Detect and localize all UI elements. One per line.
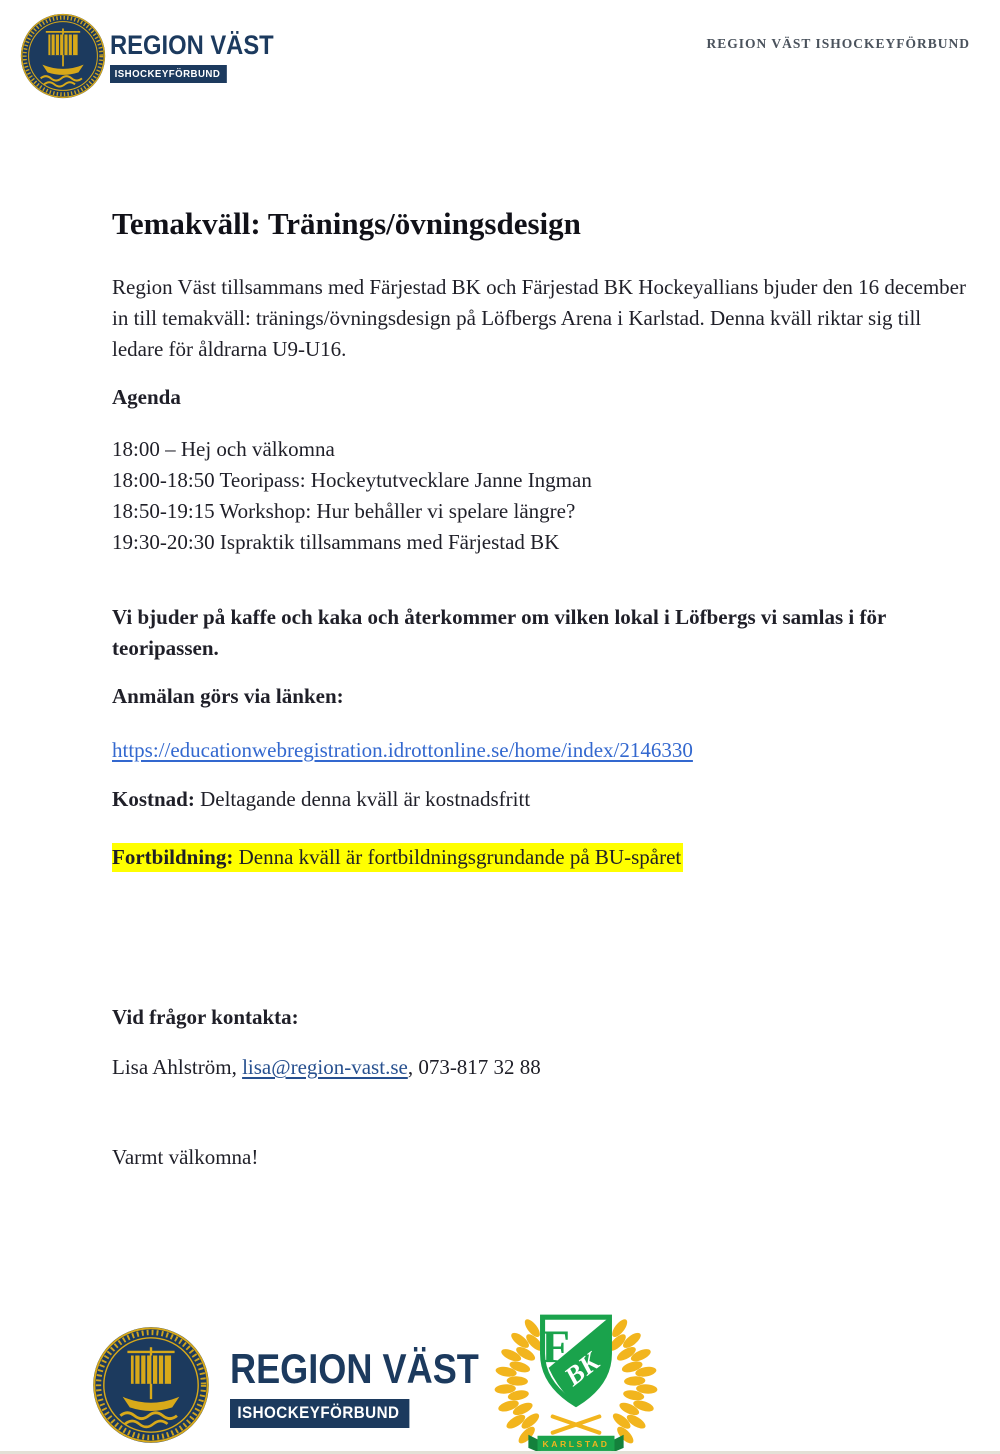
agenda-list <box>112 434 968 558</box>
document-body <box>112 204 968 1173</box>
footer-logo-subtitle: ISHOCKEYFÖRBUND <box>230 1399 410 1428</box>
intro-paragraph: Region Väst tillsammans med Färjestad BK och Färjestad BK Hockeyallians bjuder den 16 december in till temakväll: tränings/övningsdesign på Löfbergs Arena i Karlstad. Denna kväll riktar sig till ledare för åldrarna U9-U16. <box>112 275 966 361</box>
registration-heading: Anmälan görs via länken: <box>112 684 344 708</box>
contact-heading: Vid frågor kontakta: <box>112 1005 299 1029</box>
registration-link-line <box>112 735 968 766</box>
header-right-text: REGION VÄST ISHOCKEYFÖRBUND <box>706 36 970 51</box>
agenda-item: 18:50-19:15 Workshop: Hur behåller vi spelare längre? <box>112 499 576 523</box>
training-line <box>112 842 968 873</box>
fbk-letters-bk: BK <box>559 1347 605 1392</box>
closing-line: Varmt välkomna! <box>112 1145 259 1169</box>
agenda-item: 18:00-18:50 Teoripass: Hockeytutvecklare Janne Ingman <box>112 468 592 492</box>
fbk-letter-f: F <box>541 1320 570 1373</box>
fbk-banner-text: KARLSTAD <box>542 1438 610 1449</box>
training-label: Fortbildning: <box>112 845 234 869</box>
cost-text: Deltagande denna kväll är kostnadsfritt <box>194 787 531 811</box>
laurel-wreath-left <box>494 1317 545 1446</box>
header-logo <box>110 30 296 83</box>
contact-name: Lisa Ahlström, <box>112 1055 243 1079</box>
footer-seal-icon <box>92 1326 210 1444</box>
cost-line <box>112 784 968 815</box>
agenda-item: 18:00 – Hej och välkomna <box>112 437 335 461</box>
region-vast-seal-icon <box>20 13 106 99</box>
header-logo-subtitle: ISHOCKEYFÖRBUND <box>110 65 227 83</box>
cost-label: Kostnad: <box>112 787 195 811</box>
page-title: Temakväll: Tränings/övningsdesign <box>112 206 581 241</box>
farjestad-bk-logo <box>487 1303 665 1454</box>
coffee-note: Vi bjuder på kaffe och kaka och återkommer om vilken lokal i Löfbergs vi samlas i för teoripassen. <box>112 605 886 660</box>
agenda-heading: Agenda <box>112 385 181 409</box>
fbk-banner <box>528 1435 623 1453</box>
laurel-wreath-right <box>607 1317 658 1446</box>
contact-line <box>112 1052 968 1083</box>
contact-email-link[interactable]: lisa@region-vast.se <box>242 1055 408 1079</box>
agenda-item: 19:30-20:30 Ispraktik tillsammans med Färjestad BK <box>112 530 560 554</box>
training-text: Denna kväll är fortbildningsgrundande på BU-spåret <box>233 845 682 869</box>
header-logo-wordmark: REGION VÄST <box>110 30 274 60</box>
contact-phone: , 073-817 32 88 <box>407 1055 541 1079</box>
fbk-shield <box>541 1317 609 1404</box>
registration-link[interactable]: https://educationwebregistration.idrottonline.se/home/index/2146330 <box>112 738 693 762</box>
footer-logo <box>230 1345 519 1428</box>
footer-logo-wordmark: REGION VÄST <box>230 1345 479 1392</box>
training-highlight <box>112 843 683 872</box>
